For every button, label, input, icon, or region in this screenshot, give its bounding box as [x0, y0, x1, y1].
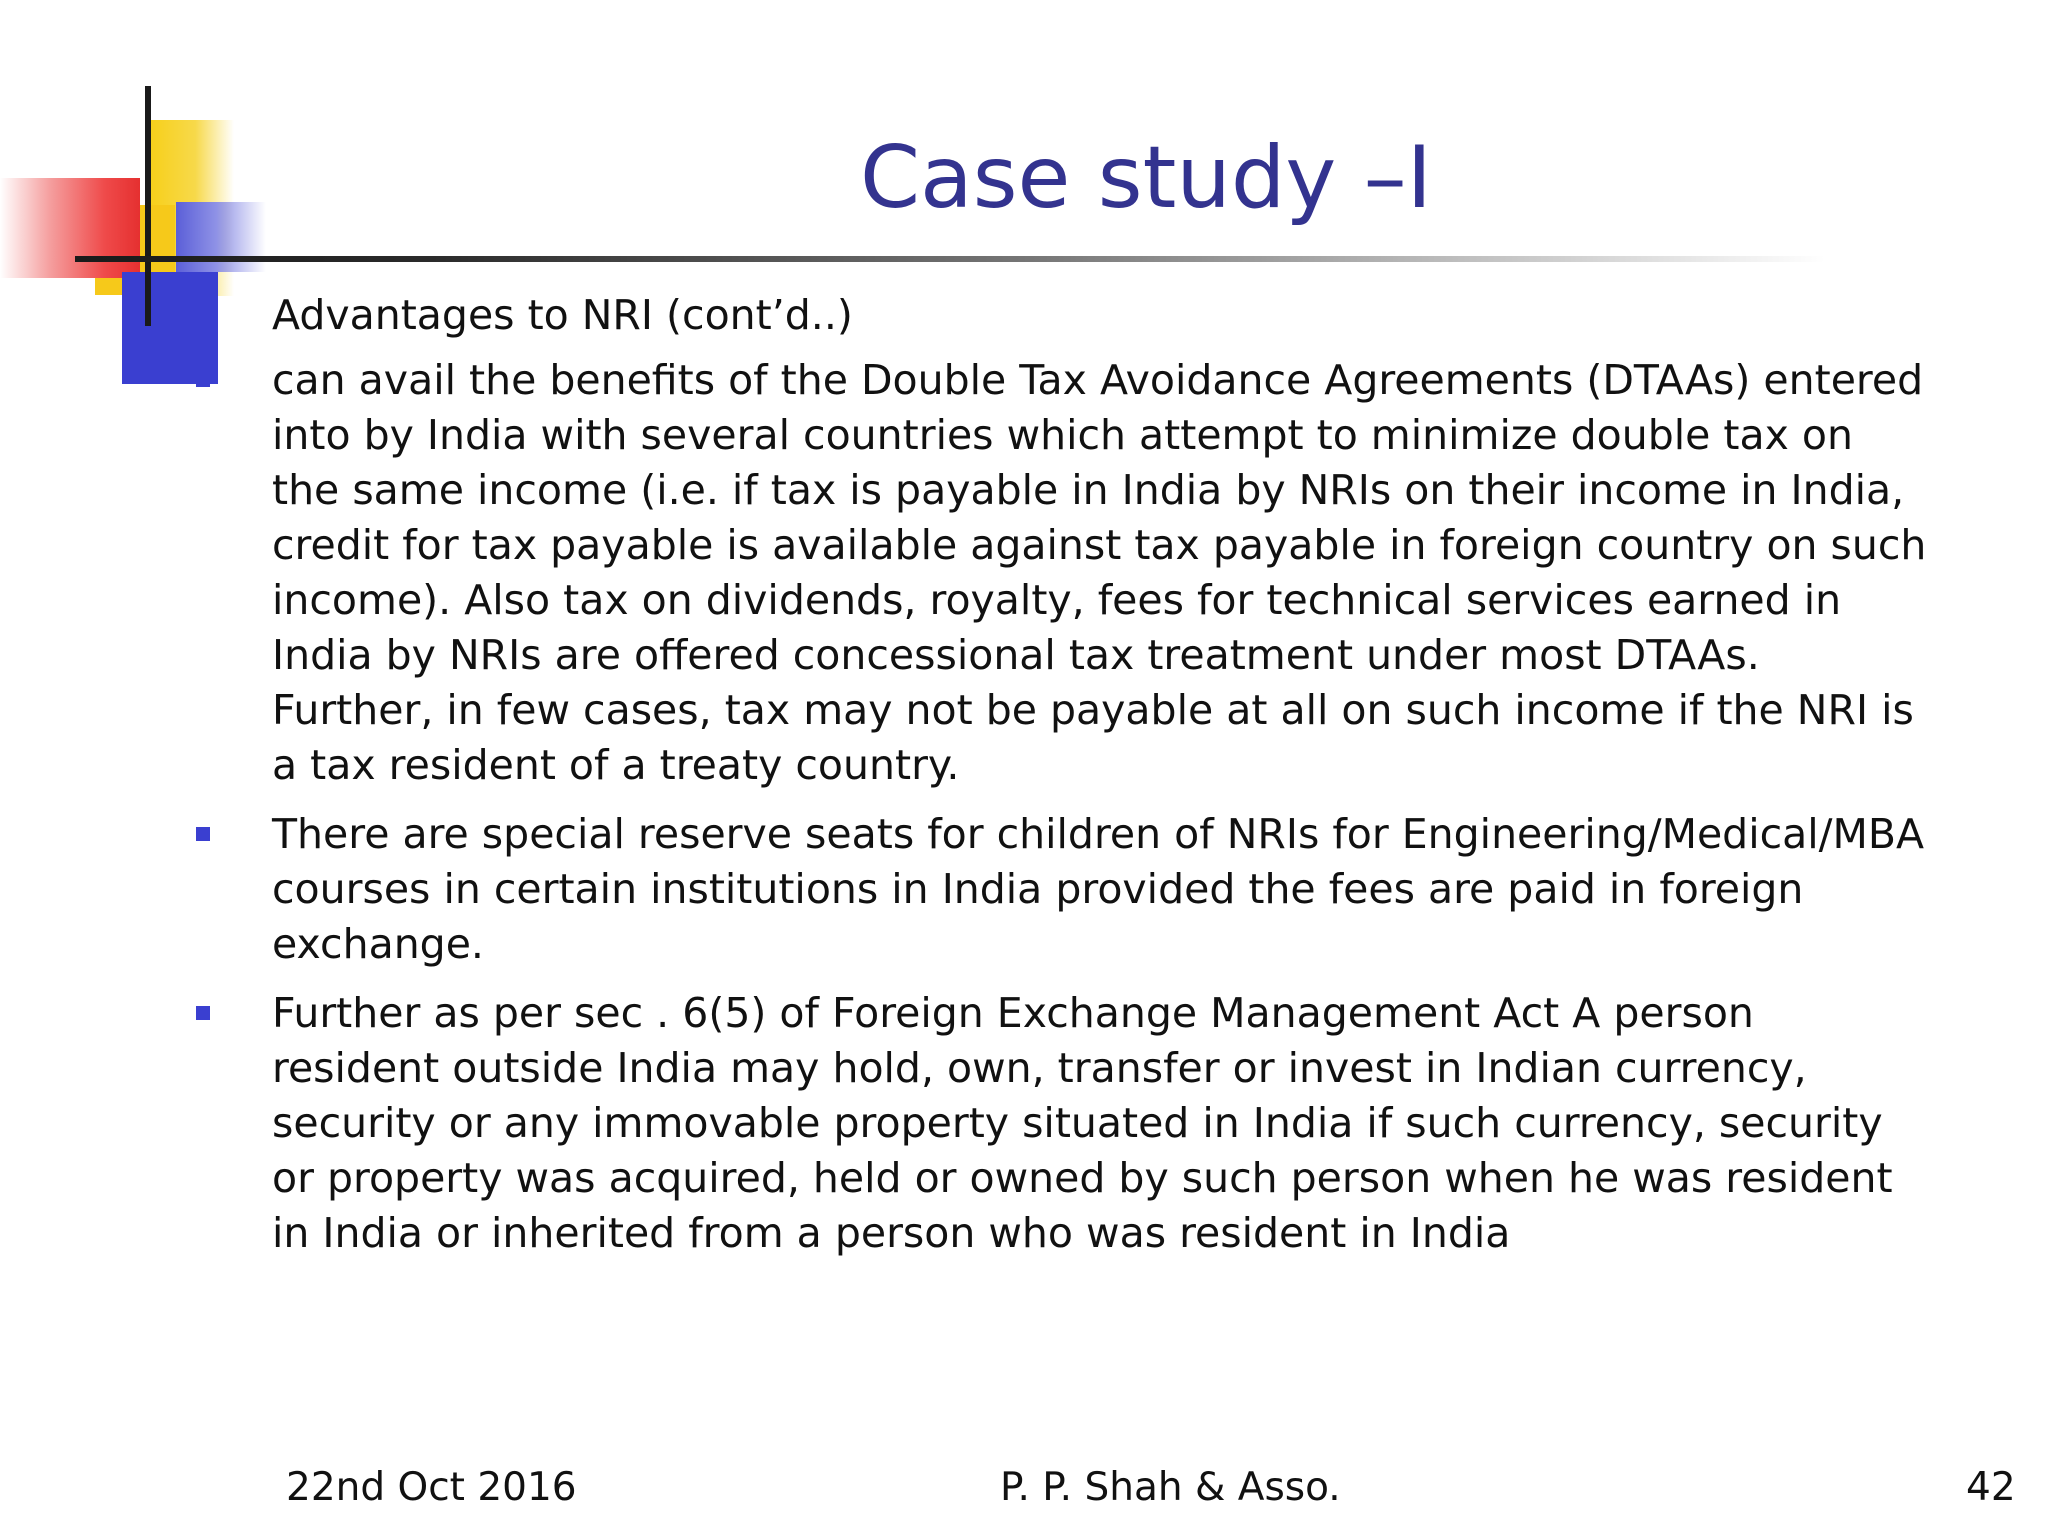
decorative-vertical-line [145, 86, 151, 326]
square-bullet-icon [196, 827, 210, 841]
square-bullet-icon [196, 1006, 210, 1020]
bullet-text: There are special reserve seats for children of NRIs for Engineering/Medical/MBA courses in certain institutions in India provided the fees are paid in foreign exchange. [272, 810, 1925, 968]
subheading: Advantages to NRI (cont’d..) [272, 291, 853, 339]
bullet-item [272, 353, 1932, 793]
footer-firm-name: P. P. Shah & Asso. [1000, 1465, 1341, 1510]
bullet-text: Further as per sec . 6(5) of Foreign Exchange Management Act A person resident outside India may hold, own, transfer or invest in Indian currency, security or any immovable property situated in India if such currency, security or property was acquired, held or owned by such person when he was resident in India or inherited from a person who was resident in India [272, 989, 1893, 1257]
title-underline-rule [75, 256, 1825, 262]
decorative-red-gradient [0, 178, 140, 278]
footer-page-number: 42 [1966, 1465, 2016, 1510]
bullet-text: can avail the benefits of the Double Tax Avoidance Agreements (DTAAs) entered into by India with several countries which attempt to minimize double tax on the same income (i.e. if tax is payable in India by NRIs on their income in India, credit for tax payable is available against tax payable in foreign country on such income). Also tax on dividends, royalty, fees for technical services earned in India by NRIs are offered concessional tax treatment under most DTAAs. Further, in few cases, tax may not be payable at all on such income if the NRI is a tax resident of a treaty country. [272, 356, 1927, 789]
slide-body [272, 288, 1932, 1275]
square-bullet-icon [196, 373, 210, 387]
footer-date: 22nd Oct 2016 [286, 1465, 577, 1510]
bullet-item [272, 807, 1932, 972]
slide-title: Case study –I [860, 128, 1433, 228]
decorative-blue-block [122, 272, 218, 384]
bullet-item [272, 986, 1932, 1261]
